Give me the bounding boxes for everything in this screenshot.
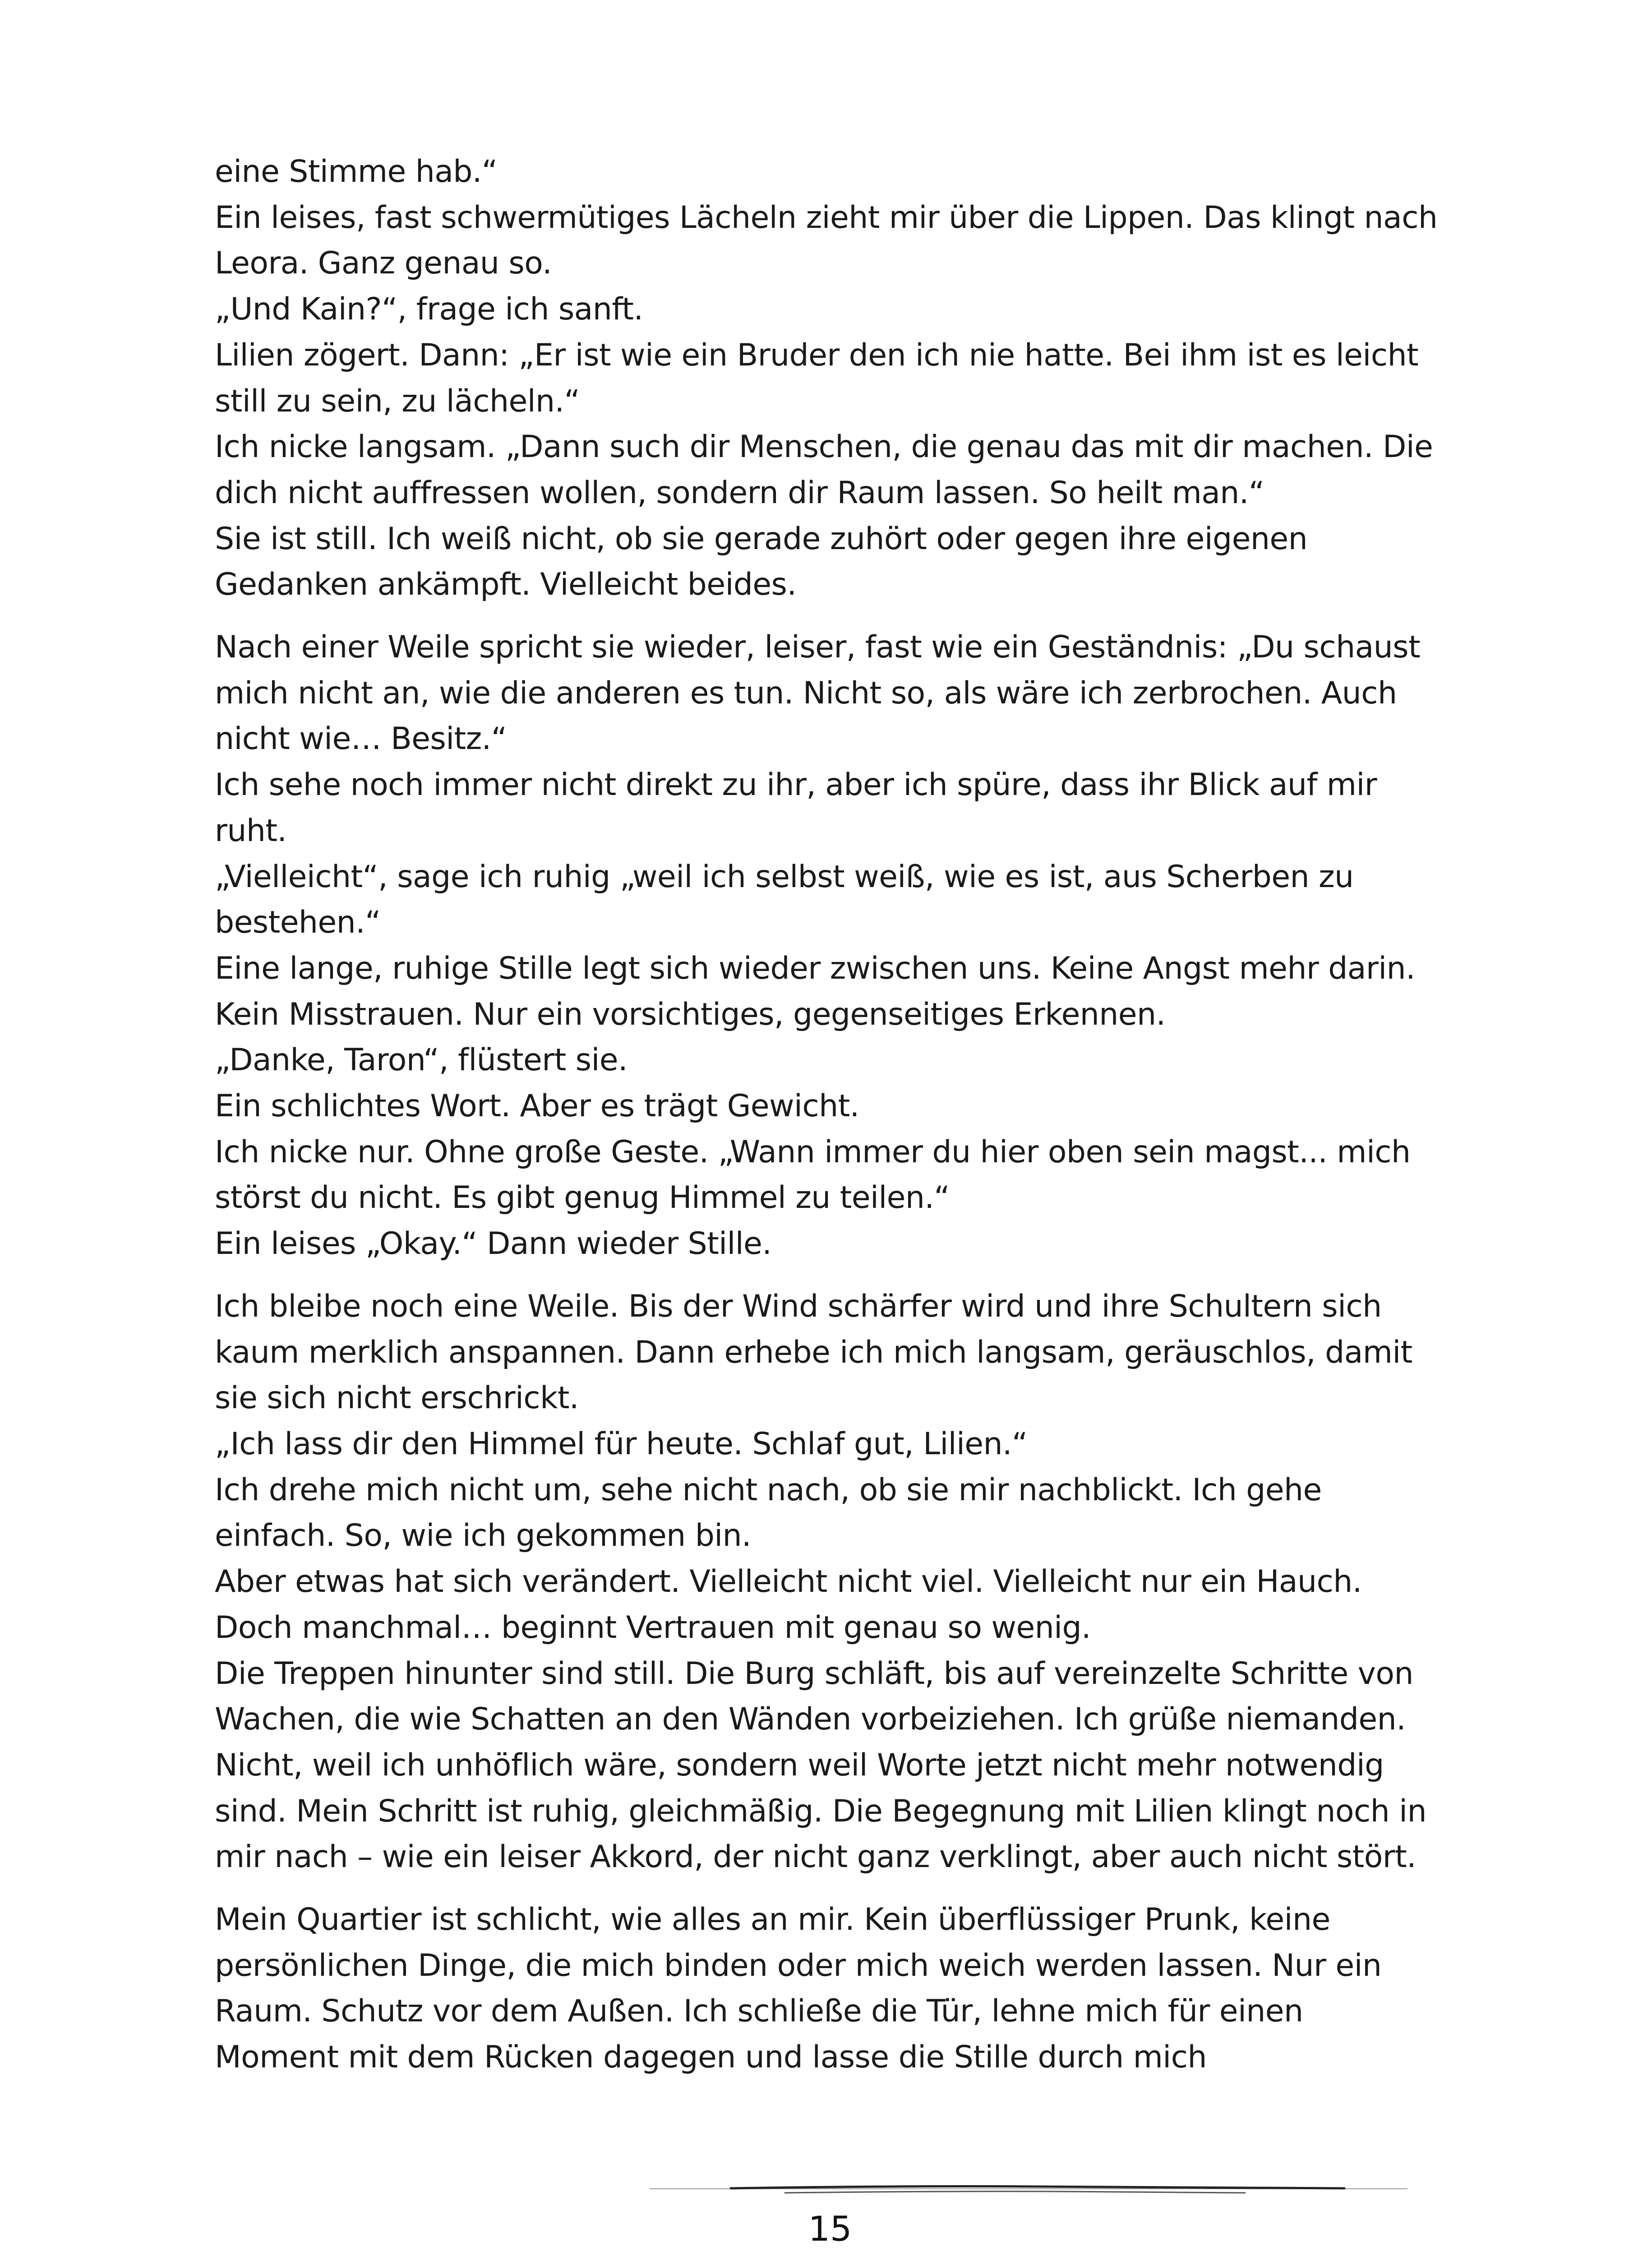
text-line: kaum merklich anspannen. Dann erhebe ich mich langsam, geräuschlos, damit	[215, 1334, 1412, 1370]
text-line: sind. Mein Schritt ist ruhig, gleichmäßig. Die Begegnung mit Lilien klingt noch in	[215, 1793, 1426, 1829]
text-line: Moment mit dem Rücken dagegen und lasse die Stille durch mich	[215, 2039, 1207, 2076]
body-text	[215, 149, 1451, 2097]
text-line: „Danke, Taron“, flüstert sie.	[215, 1042, 628, 1078]
text-line: mir nach – wie ein leiser Akkord, der nicht ganz verklingt, aber auch nicht stört.	[215, 1839, 1417, 1875]
text-line: nicht wie… Besitz.“	[215, 721, 507, 757]
text-line: Lilien zögert. Dann: „Er ist wie ein Bruder den ich nie hatte. Bei ihm ist es leicht	[215, 337, 1419, 373]
text-line: Eine lange, ruhige Stille legt sich wieder zwischen uns. Keine Angst mehr darin.	[215, 950, 1416, 986]
text-line: „Ich lass dir den Himmel für heute. Schlaf gut, Lilien.“	[215, 1426, 1028, 1462]
paragraph	[215, 1897, 1451, 2080]
paragraph	[215, 624, 1451, 1267]
text-line: mich nicht an, wie die anderen es tun. Nicht so, als wäre ich zerbrochen. Auch	[215, 675, 1397, 711]
text-line: sie sich nicht erschrickt.	[215, 1380, 579, 1416]
text-line: bestehen.“	[215, 905, 381, 941]
footer-divider-graphic	[650, 2183, 1407, 2196]
text-line: Ein schlichtes Wort. Aber es trägt Gewicht.	[215, 1088, 859, 1124]
text-line: Aber etwas hat sich verändert. Vielleicht nicht viel. Vielleicht nur ein Hauch.	[215, 1564, 1362, 1600]
paragraph	[215, 1284, 1451, 1880]
text-line: dich nicht auffressen wollen, sondern dir Raum lassen. So heilt man.“	[215, 475, 1264, 511]
text-line: Die Treppen hinunter sind still. Die Burg schläft, bis auf vereinzelte Schritte von	[215, 1655, 1413, 1692]
paragraph	[215, 149, 1451, 608]
text-line: persönlichen Dinge, die mich binden oder mich weich werden lassen. Nur ein	[215, 1947, 1382, 1983]
text-line: Nicht, weil ich unhöflich wäre, sondern weil Worte jetzt nicht mehr notwendig	[215, 1747, 1384, 1783]
text-line: „Und Kain?“, frage ich sanft.	[215, 291, 643, 328]
page-number: 15	[808, 2209, 852, 2249]
text-line: Ich sehe noch immer nicht direkt zu ihr, aber ich spüre, dass ihr Blick auf mir	[215, 767, 1377, 803]
text-line: still zu sein, zu lächeln.“	[215, 383, 580, 419]
text-line: ruht.	[215, 813, 287, 849]
text-line: Raum. Schutz vor dem Außen. Ich schließe die Tür, lehne mich für einen	[215, 1993, 1303, 2029]
text-line: Leora. Ganz genau so.	[215, 245, 552, 282]
text-line: Ich drehe mich nicht um, sehe nicht nach, ob sie mir nachblickt. Ich gehe	[215, 1472, 1322, 1508]
text-line: Mein Quartier ist schlicht, wie alles an mir. Kein überflüssiger Prunk, keine	[215, 1902, 1330, 1938]
text-line: Ein leises, fast schwermütiges Lächeln zieht mir über die Lippen. Das klingt nach	[215, 199, 1438, 236]
footer-divider	[650, 2183, 1407, 2196]
text-line: Ich nicke langsam. „Dann such dir Menschen, die genau das mit dir machen. Die	[215, 429, 1433, 465]
text-line: einfach. So, wie ich gekommen bin.	[215, 1518, 752, 1554]
text-line: Gedanken ankämpft. Vielleicht beides.	[215, 567, 797, 603]
text-line: Nach einer Weile spricht sie wieder, leiser, fast wie ein Geständnis: „Du schaust	[215, 629, 1421, 666]
text-line: Ich nicke nur. Ohne große Geste. „Wann immer du hier oben sein magst... mich	[215, 1134, 1411, 1170]
text-line: Kein Misstrauen. Nur ein vorsichtiges, gegenseitiges Erkennen.	[215, 996, 1166, 1032]
text-line: Ein leises „Okay.“ Dann wieder Stille.	[215, 1226, 772, 1262]
text-line: eine Stimme hab.“	[215, 154, 498, 190]
text-line: Wachen, die wie Schatten an den Wänden vorbeiziehen. Ich grüße niemanden.	[215, 1701, 1406, 1738]
text-line: Doch manchmal… beginnt Vertrauen mit genau so wenig.	[215, 1609, 1091, 1646]
text-line: Sie ist still. Ich weiß nicht, ob sie gerade zuhört oder gegen ihre eigenen	[215, 521, 1308, 557]
text-line: störst du nicht. Es gibt genug Himmel zu teilen.“	[215, 1180, 950, 1216]
text-line: Ich bleibe noch eine Weile. Bis der Wind schärfer wird und ihre Schultern sich	[215, 1288, 1382, 1324]
text-line: „Vielleicht“, sage ich ruhig „weil ich selbst weiß, wie es ist, aus Scherben zu	[215, 859, 1354, 895]
